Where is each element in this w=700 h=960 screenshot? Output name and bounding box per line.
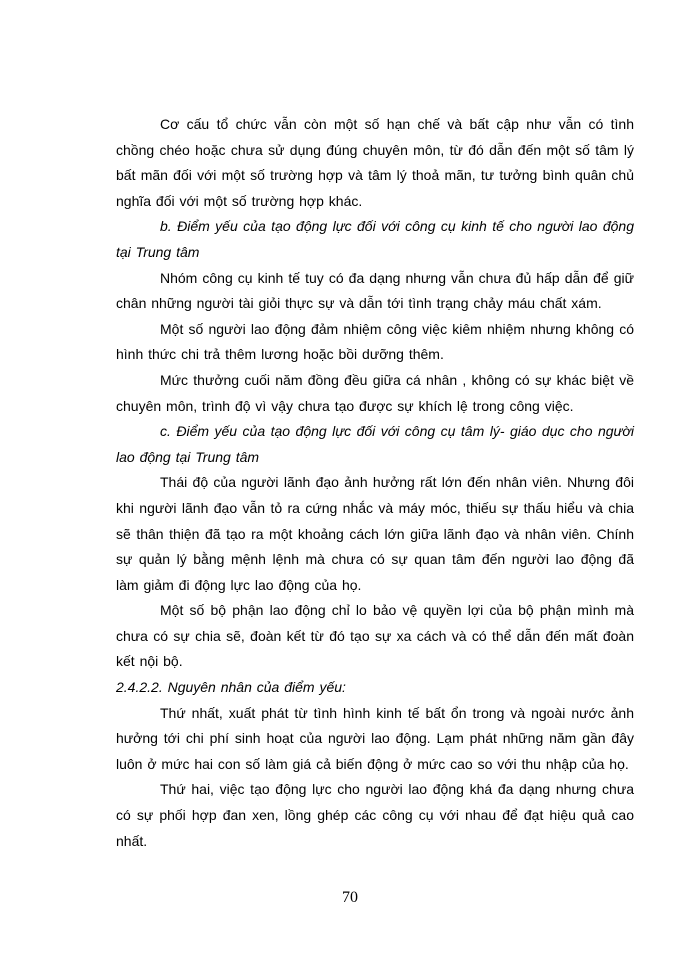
paragraph-economic-tools: Nhóm công cụ kinh tế tuy có đa dạng nhưng vẫn chưa đủ hấp dẫn để giữ chân những người tài giỏi thực sự và dẫn tới tình trạng chảy máu chất xám. (116, 269, 634, 312)
paragraph-reason-second: Thứ hai, việc tạo động lực cho người lao động khá đa dạng nhưng chưa có sự phối hợp đan xen, lồng ghép các công cụ với nhau để đạt hiệu quả cao nhất. (116, 781, 634, 849)
paragraph-leader-attitude: Thái độ của người lãnh đạo ảnh hưởng rất lớn đến nhân viên. Nhưng đôi khi người lãnh đạo vẫn tỏ ra cứng nhắc và máy móc, thiếu sự thấu hiểu và chia sẽ thân thiện đã tạo ra một khoảng cách lớn giữa lãnh đạo và nhân viên. Chính sự quản lý bằng mệnh lệnh mà chưa có sự quan tâm đến người lao động đã làm giảm đi động lực lao động của họ. (116, 474, 634, 593)
paragraph-year-end-bonus: Mức thưởng cuối năm đồng đều giữa cá nhân , không có sự khác biệt về chuyên môn, trình độ vì vậy chưa tạo được sự khích lệ trong công việc. (116, 371, 634, 414)
section-heading-2-4-2-2: 2.4.2.2. Nguyên nhân của điểm yếu: (116, 679, 346, 696)
section-heading-c: c. Điểm yếu của tạo động lực đối với công cụ tâm lý- giáo dục cho người lao động tại Trung tâm (116, 423, 634, 465)
paragraph-concurrent-duties: Một số người lao động đảm nhiệm công việc kiêm nhiệm nhưng không có hình thức chi trả thêm lương hoặc bồi dưỡng thêm. (116, 320, 634, 363)
paragraph-org-structure: Cơ cấu tổ chức vẫn còn một số hạn chế và bất cập như vẫn có tình chồng chéo hoặc chưa sử dụng đúng chuyên môn, từ đó dẫn đến một số tâm lý bất mãn đối với một số trường hợp và tâm lý thoả mãn, tư tưởng bình quân chủ nghĩa đối với một số trường hợp khác. (116, 116, 634, 209)
section-heading-b: b. Điểm yếu của tạo động lực đối với công cụ kinh tế cho người lao động tại Trung tâm (116, 218, 634, 260)
document-body (116, 112, 634, 854)
page-number: 70 (342, 889, 358, 906)
paragraph-department-interests: Một số bộ phận lao động chỉ lo bảo vệ quyền lợi của bộ phận mình mà chưa có sự chia sẽ, đoàn kết từ đó tạo sự xa cách và có thể dẫn đến mất đoàn kết nội bộ. (116, 602, 634, 670)
paragraph-reason-first: Thứ nhất, xuất phát từ tình hình kinh tế bất ổn trong và ngoài nước ảnh hưởng tới chi phí sinh hoạt của người lao động. Lạm phát những năm gần đây luôn ở mức hai con số làm giá cả biến động ở mức cao so với thu nhập của họ. (116, 704, 634, 772)
